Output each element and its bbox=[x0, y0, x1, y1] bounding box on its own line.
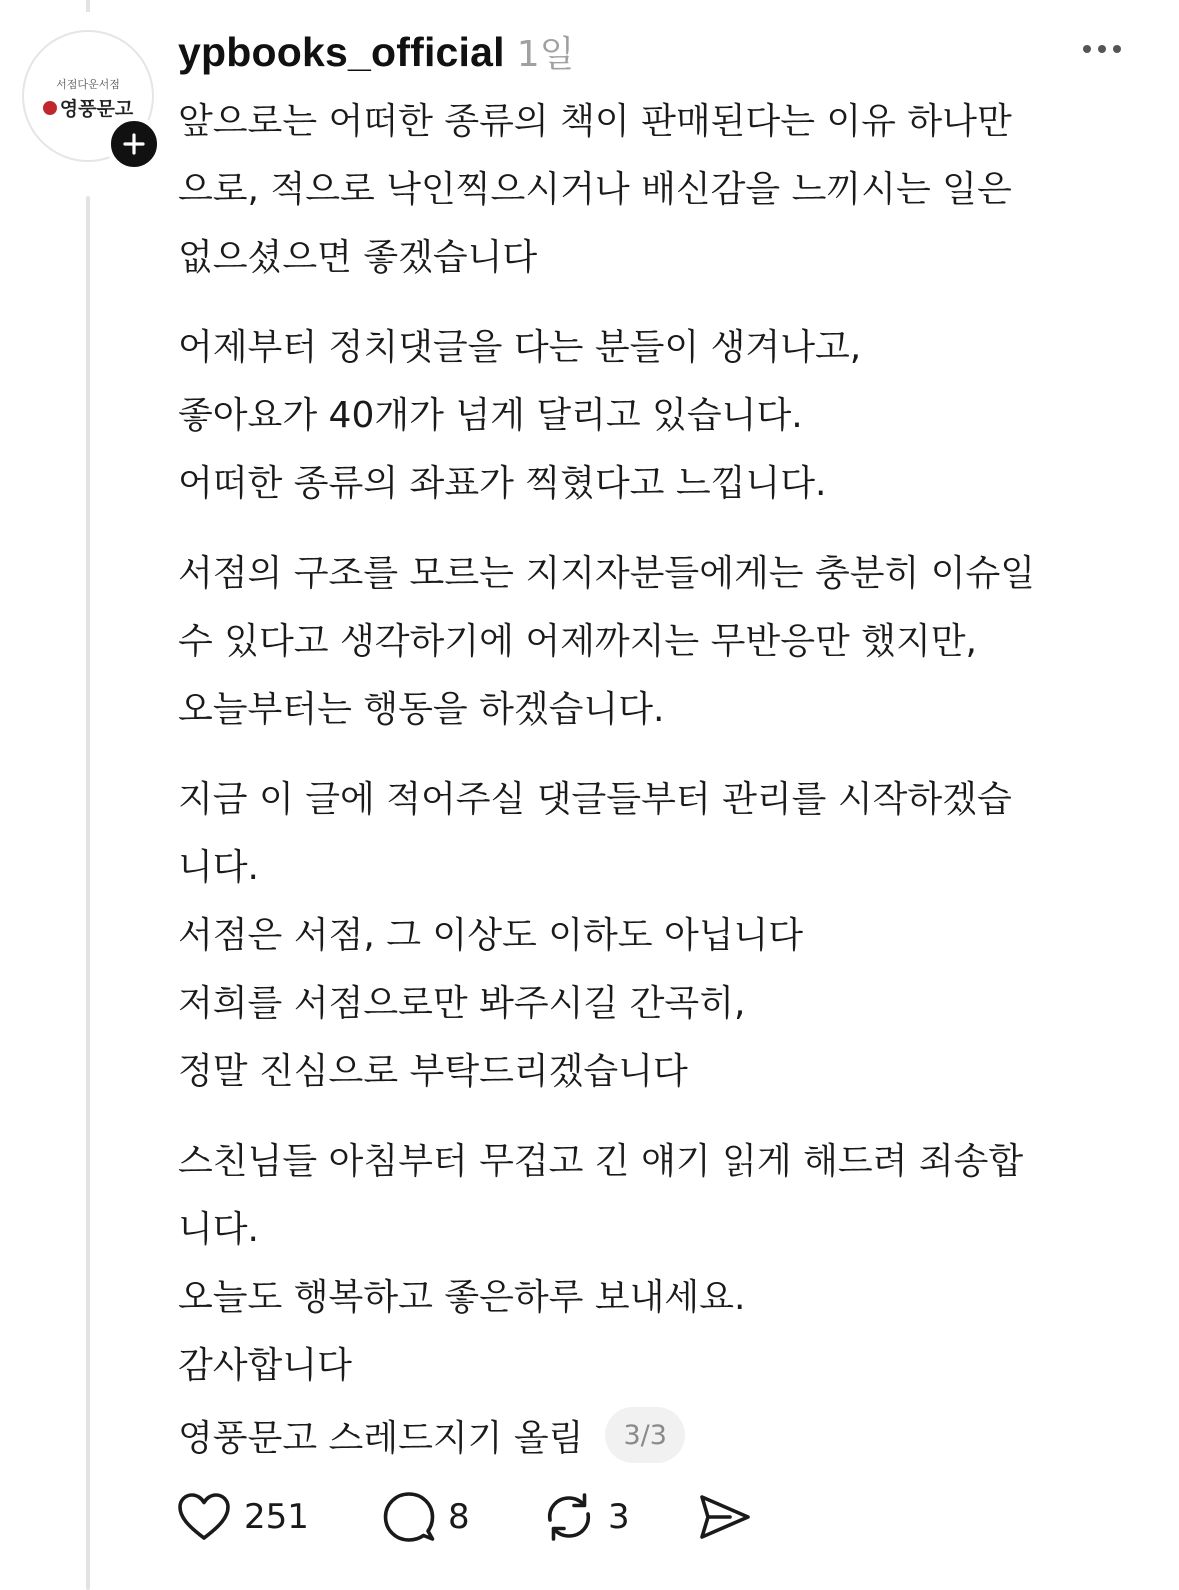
more-dot-icon bbox=[1083, 45, 1091, 53]
post-body bbox=[178, 88, 1138, 1422]
post-line: 수 있다고 생각하기에 어제까지는 무반응만 했지만, bbox=[178, 621, 977, 662]
post-line: 정말 진심으로 부탁드리겠습니다 bbox=[178, 1051, 688, 1092]
post-line: 서점의 구조를 모르는 지지자분들에게는 충분히 이슈일 bbox=[178, 553, 1036, 594]
signature: 영풍문고 스레드지기 올림 bbox=[178, 1417, 584, 1459]
thread-line bbox=[86, 196, 90, 1590]
post-line: 니다. bbox=[178, 1209, 259, 1250]
post-line: 감사합니다 bbox=[178, 1345, 352, 1386]
timestamp[interactable]: 1일 bbox=[516, 34, 575, 75]
paragraph-2 bbox=[178, 314, 1138, 518]
post-line: 앞으로는 어떠한 종류의 책이 판매된다는 이유 하나만 bbox=[178, 101, 1012, 142]
more-options-button[interactable] bbox=[1074, 36, 1130, 62]
avatar-brand-name: 영풍문고 bbox=[59, 98, 134, 120]
signature-row bbox=[178, 1404, 685, 1466]
repost-button[interactable] bbox=[542, 1486, 696, 1548]
avatar-logo bbox=[24, 76, 152, 121]
post-line: 오늘도 행복하고 좋은하루 보내세요. bbox=[178, 1277, 746, 1318]
send-icon bbox=[696, 1491, 752, 1543]
avatar-tagline: 서점다운서점 bbox=[56, 78, 120, 91]
like-count: 251 bbox=[244, 1497, 309, 1537]
post-line: 으로, 적으로 낙인찍으시거나 배신감을 느끼시는 일은 bbox=[178, 169, 1012, 210]
post-line: 니다. bbox=[178, 847, 259, 888]
repost-icon bbox=[542, 1490, 596, 1544]
share-button[interactable] bbox=[696, 1486, 756, 1548]
reply-count: 8 bbox=[448, 1497, 470, 1537]
post-line: 저희를 서점으로만 봐주시길 간곡히, bbox=[178, 983, 746, 1024]
post-line: 오늘부터는 행동을 하겠습니다. bbox=[178, 689, 665, 730]
more-dot-icon bbox=[1113, 45, 1121, 53]
action-bar bbox=[176, 1486, 756, 1548]
post-line: 어떠한 종류의 좌표가 찍혔다고 느낍니다. bbox=[178, 463, 827, 504]
repost-count: 3 bbox=[608, 1497, 630, 1537]
like-button[interactable] bbox=[176, 1486, 382, 1548]
heart-icon bbox=[176, 1491, 232, 1543]
paragraph-1 bbox=[178, 88, 1138, 292]
paragraph-3 bbox=[178, 540, 1138, 744]
post-line: 없으셨으면 좋겠습니다 bbox=[178, 237, 538, 278]
post-line: 서점은 서점, 그 이상도 이하도 아닙니다 bbox=[178, 915, 804, 956]
thread-line-top bbox=[86, 0, 90, 12]
follow-button[interactable] bbox=[106, 116, 162, 172]
post-line: 지금 이 글에 적어주실 댓글들부터 관리를 시작하겠습 bbox=[178, 779, 1012, 820]
page-indicator-badge: 3/3 bbox=[605, 1407, 684, 1463]
username[interactable]: ypbooks_official bbox=[178, 29, 505, 75]
more-dot-icon bbox=[1098, 45, 1106, 53]
paragraph-5 bbox=[178, 1128, 1138, 1400]
plus-icon bbox=[122, 132, 146, 156]
reply-button[interactable] bbox=[382, 1486, 542, 1548]
post-line: 어제부터 정치댓글을 다는 분들이 생겨나고, bbox=[178, 327, 862, 368]
paragraph-4 bbox=[178, 766, 1138, 1106]
post-line: 스친님들 아침부터 무겁고 긴 얘기 읽게 해드려 죄송합 bbox=[178, 1141, 1024, 1182]
post-header bbox=[178, 26, 575, 75]
comment-icon bbox=[382, 1490, 436, 1544]
brand-seal-icon bbox=[43, 101, 57, 115]
post-line: 좋아요가 40개가 넘게 달리고 있습니다. bbox=[178, 395, 803, 436]
